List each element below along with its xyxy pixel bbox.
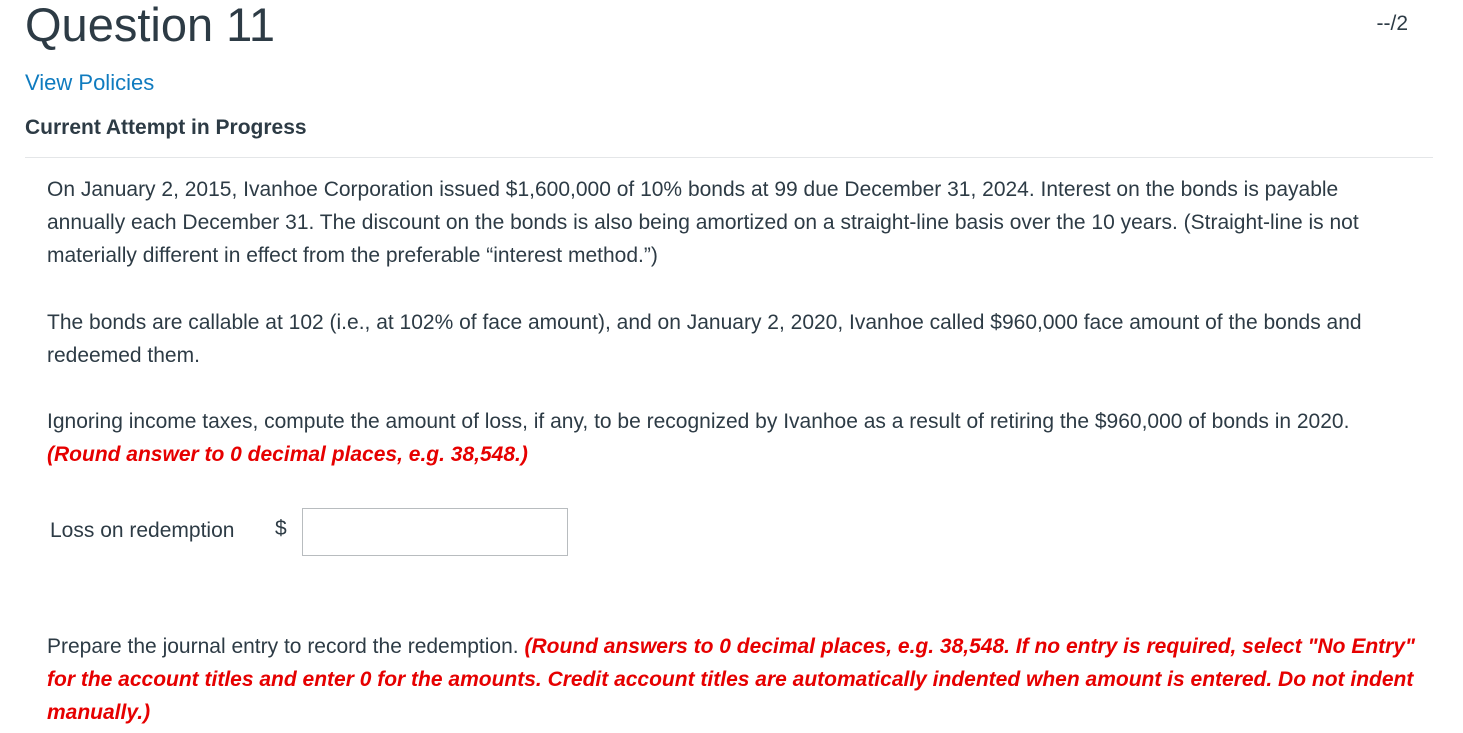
journal-entry-text: Prepare the journal entry to record the redemption. [47, 635, 519, 658]
view-policies-link[interactable]: View Policies [25, 70, 155, 95]
dollar-sign: $ [275, 517, 287, 540]
divider [25, 157, 1433, 158]
attempt-status: Current Attempt in Progress [25, 116, 307, 139]
loss-on-redemption-input[interactable] [302, 508, 568, 556]
question-paragraph-2: The bonds are callable at 102 (i.e., at 102% of face amount), and on January 2, 2020, Ivanhoe called $960,000 face amount of the bonds and redeemed them. [47, 311, 1362, 367]
question-paragraph-3-text: Ignoring income taxes, compute the amount of loss, if any, to be recognized by Ivanhoe as a result of retiring the $960,000 of bonds in 2020. [47, 410, 1350, 433]
question-paragraph-1: On January 2, 2015, Ivanhoe Corporation issued $1,600,000 of 10% bonds at 99 due December 31, 2024. Interest on the bonds is payable annually each December 31. The discount on the bonds is also being amortized on a straight-line basis over the 10 years. (Straight-line is not materially different in effect from the preferable “interest method.”) [47, 178, 1359, 267]
rounding-note: (Round answer to 0 decimal places, e.g. 38,548.) [47, 443, 528, 466]
journal-entry-instructions [47, 630, 1427, 729]
question-title: Question 11 [25, 0, 275, 51]
question-header [25, 0, 1435, 56]
question-paragraph-3 [47, 405, 1417, 471]
question-score: --/2 [1376, 12, 1408, 35]
loss-on-redemption-row [50, 508, 610, 558]
journal-entry-note: (Round answers to 0 decimal places, e.g. 38,548. If no entry is required, select "No Entry" for the account titles and enter 0 for the amounts. Credit account titles are automatically indented when amount is entered. Do not indent manually.) [47, 635, 1415, 724]
loss-on-redemption-label: Loss on redemption [50, 519, 235, 542]
